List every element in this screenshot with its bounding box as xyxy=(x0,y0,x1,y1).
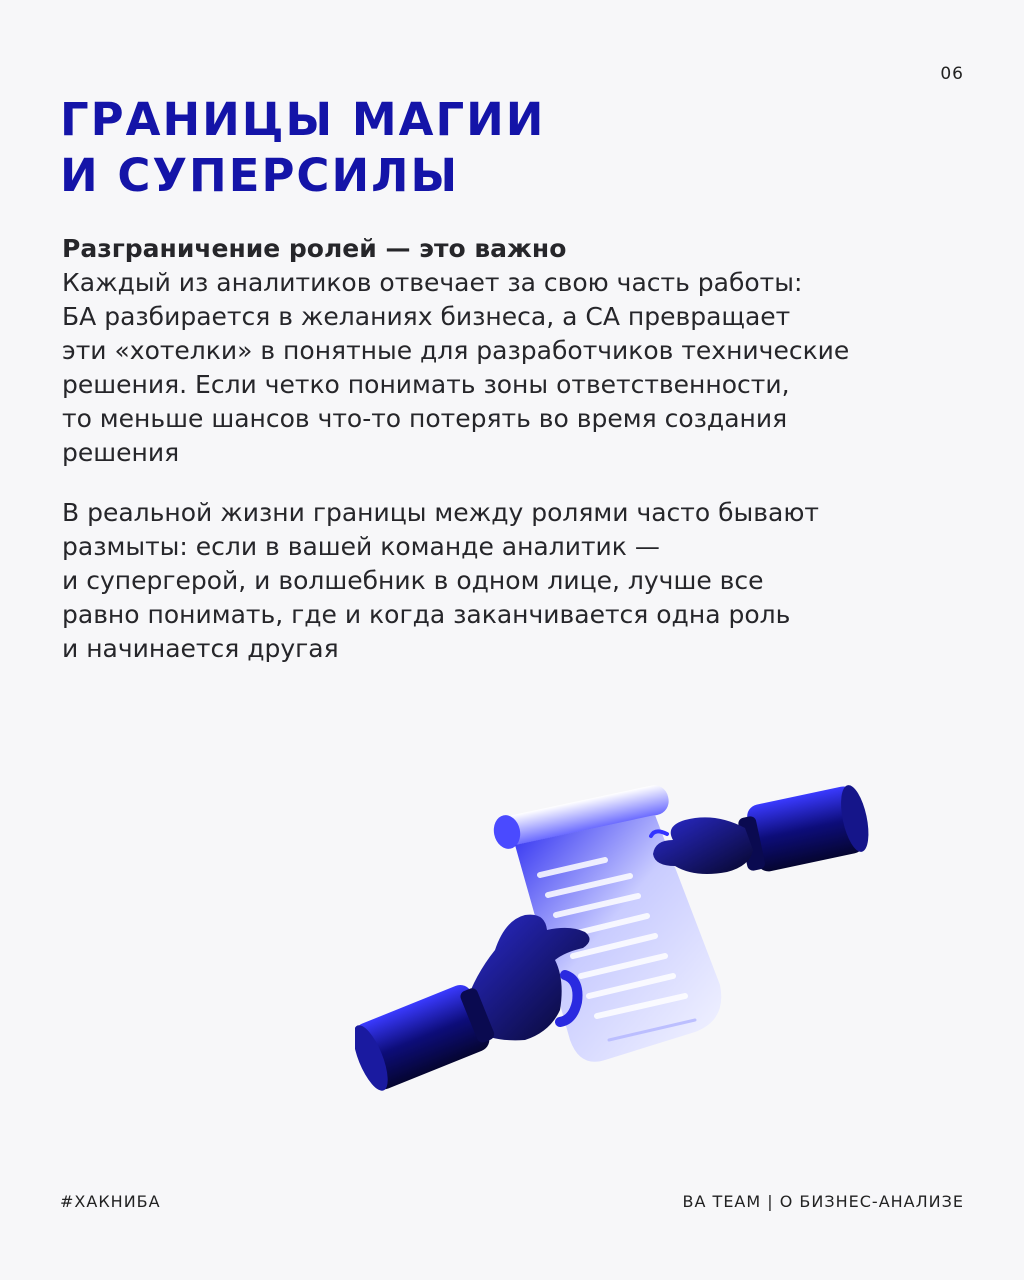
paragraph-line: то меньше шансов что-то потерять во время создания xyxy=(62,404,788,433)
title-line-1: ГРАНИЦЫ МАГИИ xyxy=(60,93,546,146)
paragraph-line: равно понимать, где и когда заканчивается одна роль xyxy=(62,600,791,629)
footer-brand: BA TEAM | О БИЗНЕС-АНАЛИЗЕ xyxy=(682,1192,964,1211)
paragraph-line: размыты: если в вашей команде аналитик — xyxy=(62,532,660,561)
paragraph-line: решения xyxy=(62,438,180,467)
paragraph-roles xyxy=(62,232,982,470)
footer-hashtag: #ХАКНИБА xyxy=(60,1192,161,1211)
paragraph-heading: Разграничение ролей — это важно xyxy=(62,234,567,263)
paragraph-line: и супергерой, и волшебник в одном лице, лучше все xyxy=(62,566,764,595)
paragraph-line: решения. Если четко понимать зоны ответственности, xyxy=(62,370,790,399)
paragraph-real-life xyxy=(62,496,982,666)
body-text xyxy=(62,232,982,666)
title-line-2: И СУПЕРСИЛЫ xyxy=(60,149,460,202)
paragraph-line: В реальной жизни границы между ролями часто бывают xyxy=(62,498,819,527)
paragraph-line: эти «хотелки» в понятные для разработчиков технические xyxy=(62,336,850,365)
page-number: 06 xyxy=(940,64,964,84)
hands-passing-scroll-icon xyxy=(355,770,875,1100)
paragraph-line: и начинается другая xyxy=(62,634,339,663)
paragraph-line: БА разбирается в желаниях бизнеса, а СА превращает xyxy=(62,302,791,331)
paragraph-line: Каждый из аналитиков отвечает за свою часть работы: xyxy=(62,268,803,297)
page-title xyxy=(60,92,545,204)
